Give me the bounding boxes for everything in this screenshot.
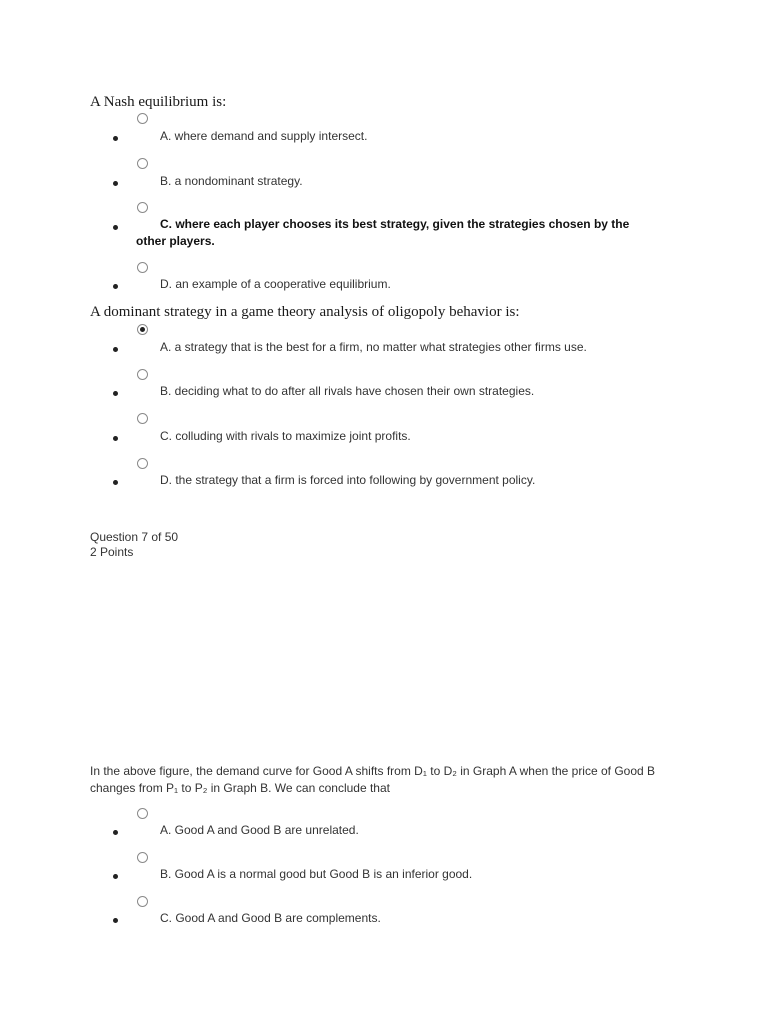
q1-option-b-label: B. a nondominant strategy. [160, 174, 303, 188]
bullet-icon [113, 874, 118, 879]
bullet-icon [113, 391, 118, 396]
bullet-icon [113, 918, 118, 923]
question-1-title: A Nash equilibrium is: [90, 94, 227, 110]
q2-radio-b[interactable] [137, 369, 148, 380]
q3-radio-b[interactable] [137, 852, 148, 863]
q2-radio-d[interactable] [137, 458, 148, 469]
q1-option-c-label-cont: other players. [136, 234, 215, 248]
q1-radio-a[interactable] [137, 113, 148, 124]
bullet-icon [113, 830, 118, 835]
q3-option-b-label: B. Good A is a normal good but Good B is an inferior good. [160, 867, 473, 881]
question-3-stem: In the above figure, the demand curve for Good A shifts from D₁ to D₂ in Graph A when the price of Good B changes from P₁ to P₂ in Graph B. We can conclude that [90, 764, 656, 795]
bullet-icon [113, 347, 118, 352]
q1-radio-c[interactable] [137, 202, 148, 213]
q3-radio-a[interactable] [137, 808, 148, 819]
bullet-icon [113, 436, 118, 441]
q3-option-a-label: A. Good A and Good B are unrelated. [160, 823, 359, 837]
q1-radio-d[interactable] [137, 262, 148, 273]
q1-option-a-label: A. where demand and supply intersect. [160, 129, 368, 143]
q1-option-c-label: C. where each player chooses its best strategy, given the strategies chosen by the [160, 217, 630, 231]
bullet-icon [113, 480, 118, 485]
bullet-icon [113, 225, 118, 230]
q1-radio-b[interactable] [137, 158, 148, 169]
q3-option-c-label: C. Good A and Good B are complements. [160, 911, 381, 925]
question-number: Question 7 of 50 [90, 530, 179, 544]
question-2-title: A dominant strategy in a game theory analysis of oligopoly behavior is: [90, 304, 520, 320]
q2-option-c-label: C. colluding with rivals to maximize joint profits. [160, 429, 411, 443]
bullet-icon [113, 181, 118, 186]
q2-radio-a[interactable] [137, 324, 148, 335]
q3-radio-c[interactable] [137, 896, 148, 907]
question-points: 2 Points [90, 545, 134, 559]
q2-radio-c[interactable] [137, 413, 148, 424]
q1-option-d-label: D. an example of a cooperative equilibrium. [160, 277, 391, 291]
q2-option-d-label: D. the strategy that a firm is forced into following by government policy. [160, 473, 536, 487]
q2-option-a-label: A. a strategy that is the best for a firm, no matter what strategies other firms use. [160, 340, 587, 354]
bullet-icon [113, 136, 118, 141]
q2-option-b-label: B. deciding what to do after all rivals have chosen their own strategies. [160, 384, 535, 398]
bullet-icon [113, 284, 118, 289]
